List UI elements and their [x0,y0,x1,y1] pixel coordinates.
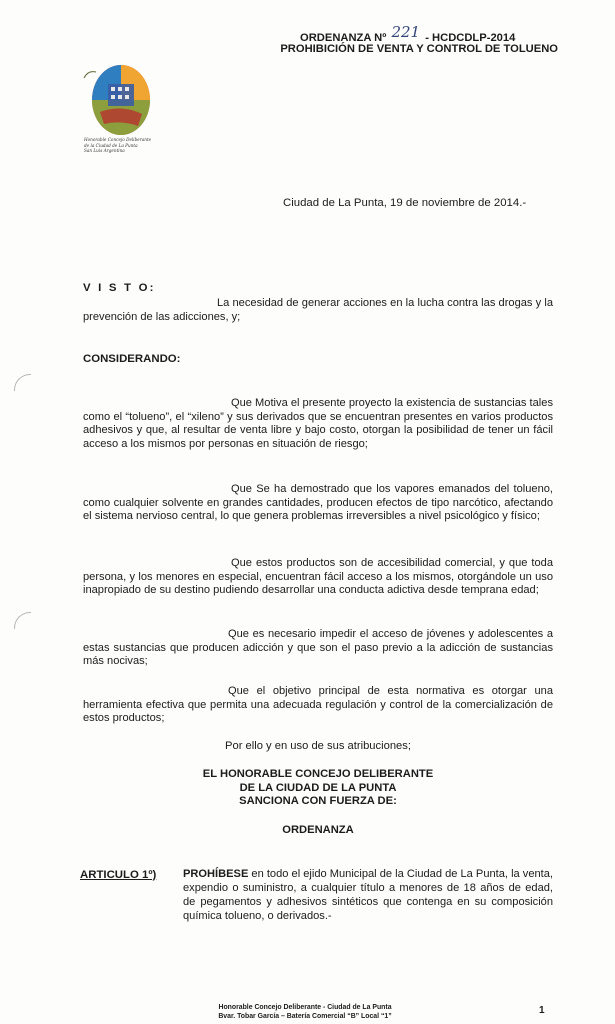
sanction-line: DE LA CIUDAD DE LA PUNTA [239,781,397,794]
logo-caption-line: de la Ciudad de La Punta [84,142,138,148]
article-1-body [183,867,553,923]
paragraph-text: Que Se ha demostrado que los vapores emanados del tolueno, como cualquier solvente en grandes cantidades, producen efectos de tipo narcótico, afectando el sistema nervioso central, lo que genera problemas irreversibles a nivel psicológico y físico; [83,483,553,523]
considerando-paragraph [83,628,553,669]
punch-hole-mark [14,374,31,391]
visto-text [83,297,553,324]
sanction-line: EL HONORABLE CONCEJO DELIBERANTE [202,768,434,780]
ordinance-number: 221 [391,23,421,41]
article-1-text: en todo el ejido Municipal de la Ciudad de La Punta, la venta, expendio o suministro, a cualquier título a menores de 18 años de edad, de pegamentos y adhesivos sintéticos que contenga en su composición química tolueno, o derivados.- [183,868,554,922]
article-1-lead: PROHÍBESE [183,868,249,880]
paragraph-text: Que Motiva el presente proyecto la existencia de sustancias tales como el “tolueno”, el “xileno” y sus derivados que se encuentran presentes en varios productos adhesivos y que, al resultar de venta libre y bajo costo, otorgan la posibilidad de tener un fácil acceso a los mismos por personas en situación de riesgo; [83,397,553,451]
considerando-paragraph [83,685,553,726]
considerando-paragraph [83,557,553,598]
sanction-line: SANCIONA CON FUERZA DE: [239,795,397,808]
paragraph-text: Que es necesario impedir el acceso de jóvenes y adolescentes a estas sustancias que producen adicción y que son el paso previo a la adicción de sustancias más nocivas; [83,628,553,668]
sanction-block [83,768,553,809]
footer-line: Bvar. Tobar García – Batería Comercial “B” Local “1” [218,1013,392,1020]
paragraph-text: Que el objetivo principal de esta normativa es otorgar una herramienta efectiva que permita una adecuada regulación y control de la comercialización de estos productos; [83,685,553,725]
page-footer [170,1003,440,1021]
paragraph-text: Que estos productos son de accesibilidad comercial, y que toda persona, y los menores en especial, encuentran fácil acceso a los mismos, otorgándole un uso inapropiado de su destino pudiendo desarrollar una conducta adictiva desde temprana edad; [83,557,553,597]
considerando-paragraph [83,397,553,452]
logo-caption-line: San Luis Argentina [84,148,125,154]
article-1-label: ARTICULO 1º) [80,869,157,881]
ordinance-prefix: ORDENANZA Nº [300,32,387,44]
page-number: 1 [539,1005,545,1016]
visto-heading: V I S T O: [83,282,156,294]
closing-line: Por ello y en uso de sus atribuciones; [225,740,411,752]
punch-hole-mark [14,612,31,629]
footer-line: Honorable Concejo Deliberante - Ciudad de La Punta [218,1004,392,1011]
considerando-heading: CONSIDERANDO: [83,353,181,365]
considerando-paragraph [83,483,553,524]
visto-text-content: La necesidad de generar acciones en la lucha contra las drogas y la prevención de las adicciones, y; [83,297,553,323]
logo-caption [84,137,156,154]
ordinance-suffix: - HCDCDLP-2014 [425,32,516,44]
ordinance-title: ORDENANZA [282,824,354,836]
logo-caption-line: Honorable Concejo Deliberante [84,137,152,142]
date-line: Ciudad de La Punta, 19 de noviembre de 2014.- [283,197,527,209]
ordinance-subject: PROHIBICIÓN DE VENTA Y CONTROL DE TOLUENO [280,43,558,55]
